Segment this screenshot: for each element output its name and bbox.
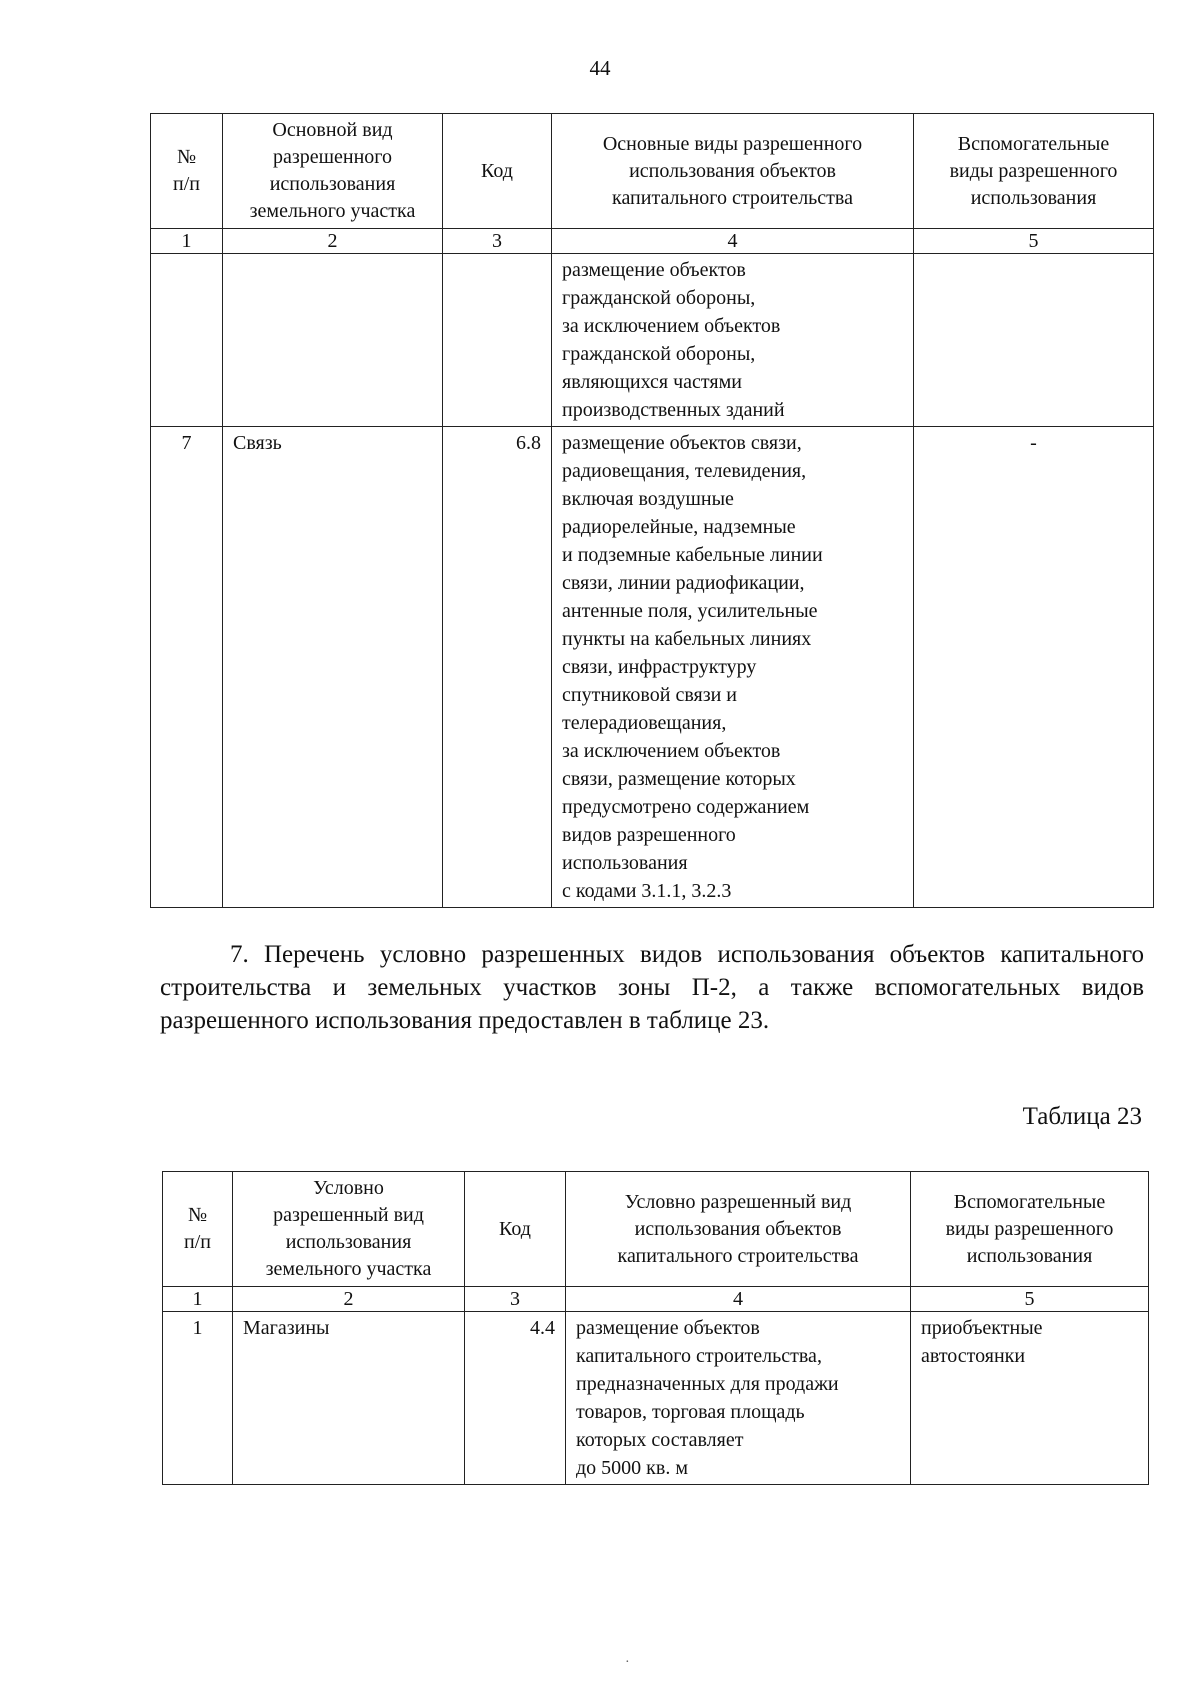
header-land-use: Условно разрешенный вид использования земельного участка [233, 1172, 465, 1287]
header-capital-use: Условно разрешенный вид использования объектов капитального строительства [566, 1172, 911, 1287]
column-number: 1 [151, 229, 223, 254]
row-description: размещение объектов связи, радиовещания, телевидения, включая воздушные радиорелейные, надземные и подземные кабельные линии связи, линии радиофикации, антенные поля, усилительные пункты на кабельных линиях связи, инфраструктуру спутниковой связи и телерадиовещания, за исключением объектов связи, размещение которых предусмотрено содержанием видов разрешенного использования с кодами 3.1.1, 3.2.3 [552, 427, 914, 908]
row-auxiliary: - [914, 427, 1154, 908]
header-number: № п/п [163, 1172, 233, 1287]
header-code: Код [465, 1172, 566, 1287]
row-description: размещение объектов капитального строительства, предназначенных для продажи товаров, торговая площадь которых составляет до 5000 кв. м [566, 1312, 911, 1485]
table-caption: Таблица 23 [1022, 1103, 1142, 1130]
row-number: 1 [163, 1312, 233, 1485]
row-land-use: Магазины [233, 1312, 465, 1485]
page-number: 44 [589, 56, 611, 80]
table-header-row [163, 1172, 1149, 1287]
column-number: 2 [233, 1287, 465, 1312]
paragraph-text: 7. Перечень условно разрешенных видов использования объектов капитального строительства и земельных участков зоны П-2, а также вспомогательных видов разрешенного использования предоставлен в таблице 23. [160, 941, 1144, 1034]
column-number: 5 [911, 1287, 1149, 1312]
column-numbers-row [151, 229, 1154, 254]
column-number: 3 [443, 229, 552, 254]
table-row [163, 1312, 1149, 1485]
header-auxiliary: Вспомогательные виды разрешенного использования [914, 114, 1154, 229]
header-land-use: Основной вид разрешенного использования земельного участка [223, 114, 443, 229]
row-land-use: Связь [223, 427, 443, 908]
column-number: 3 [465, 1287, 566, 1312]
scan-speck: · [625, 1655, 630, 1670]
land-use-table-continued [150, 113, 1154, 908]
column-numbers-row [163, 1287, 1149, 1312]
row-code: 4.4 [465, 1312, 566, 1485]
row-auxiliary [914, 254, 1154, 427]
column-number: 5 [914, 229, 1154, 254]
column-number: 2 [223, 229, 443, 254]
column-number: 4 [566, 1287, 911, 1312]
column-number: 1 [163, 1287, 233, 1312]
table-row [151, 254, 1154, 427]
table-row [151, 427, 1154, 908]
header-auxiliary: Вспомогательные виды разрешенного использования [911, 1172, 1149, 1287]
row-description: размещение объектов гражданской обороны, за исключением объектов гражданской обороны, являющихся частями производственных зданий [552, 254, 914, 427]
row-land-use [223, 254, 443, 427]
row-auxiliary: приобъектные автостоянки [911, 1312, 1149, 1485]
row-number [151, 254, 223, 427]
row-code [443, 254, 552, 427]
header-code: Код [443, 114, 552, 229]
row-code: 6.8 [443, 427, 552, 908]
column-number: 4 [552, 229, 914, 254]
row-number: 7 [151, 427, 223, 908]
header-capital-use: Основные виды разрешенного использования объектов капитального строительства [552, 114, 914, 229]
table-header-row [151, 114, 1154, 229]
section-paragraph [160, 938, 1144, 1037]
conditional-use-table [162, 1171, 1149, 1485]
header-number: № п/п [151, 114, 223, 229]
